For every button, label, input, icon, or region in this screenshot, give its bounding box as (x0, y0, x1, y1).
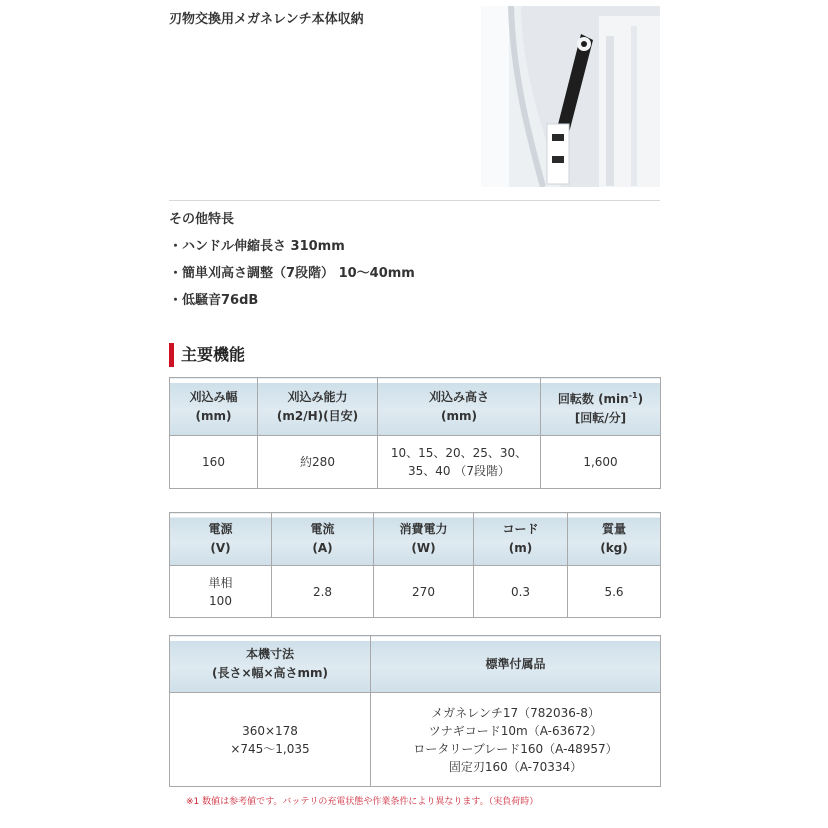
cell-current: 2.8 (272, 566, 374, 618)
header-power-source: 電源 (V) (170, 513, 272, 566)
cell-cord: 0.3 (474, 566, 568, 618)
header-cutting-height: 刈込み高さ (mm) (378, 378, 541, 436)
header-dimensions: 本機寸法 (長さ×幅×高さmm) (170, 636, 371, 693)
divider (169, 200, 660, 201)
features-heading: その他特長 (169, 212, 235, 227)
cell-cutting-width: 160 (170, 436, 258, 489)
wrench-storage-illustration (481, 6, 660, 187)
cell-cutting-capacity: 約280 (258, 436, 378, 489)
performance-table (169, 377, 661, 489)
accessory-item: メガネレンチ17（782036-8） (431, 705, 600, 720)
header-cord: コード (m) (474, 513, 568, 566)
other-features (169, 206, 415, 314)
header-current: 電流 (A) (272, 513, 374, 566)
feature-item: ・低騒音76dB (169, 293, 259, 308)
header-accessories: 標準付属品 (371, 636, 661, 693)
header-cutting-capacity: 刈込み能力 (m2/H)(目安) (258, 378, 378, 436)
footnote: ※1 数値は参考値です。バッテリの充電状態や作業条件により異なります。（実負荷時） (186, 797, 539, 807)
cell-accessories (371, 693, 661, 787)
cell-rotation-speed: 1,600 (541, 436, 661, 489)
cell-power-consumption: 270 (374, 566, 474, 618)
accessory-item: 固定刃160（A-70334） (448, 759, 583, 774)
header-rotation-speed: 回転数 $(\min^{-1})$ [回転/分] (541, 378, 661, 436)
accessory-item: ツナギコード10m（A-63672） (428, 723, 603, 738)
cell-weight: 5.6 (568, 566, 661, 618)
cell-dimensions: 360×178 ×745〜1,035 (170, 693, 371, 787)
header-weight: 質量 (kg) (568, 513, 661, 566)
electrical-table (169, 512, 661, 618)
accessory-item: ロータリーブレード160（A-48957） (413, 741, 618, 756)
header-cutting-width: 刈込み幅 (mm) (170, 378, 258, 436)
cell-power-source: 単相 100 (170, 566, 272, 618)
feature-item: ・ハンドル伸縮長さ 310mm (169, 239, 345, 254)
dimensions-accessories-table (169, 635, 661, 787)
feature-item: ・簡単刈高さ調整（7段階） 10〜40mm (169, 266, 415, 281)
cell-cutting-height: 10、15、20、25、30、 35、40 （7段階） (378, 436, 541, 489)
header-power-consumption: 消費電力 (W) (374, 513, 474, 566)
section-title: 主要機能 (169, 343, 245, 367)
photo-caption: 刃物交換用メガネレンチ本体収納 (169, 12, 364, 27)
product-photo (481, 6, 660, 187)
